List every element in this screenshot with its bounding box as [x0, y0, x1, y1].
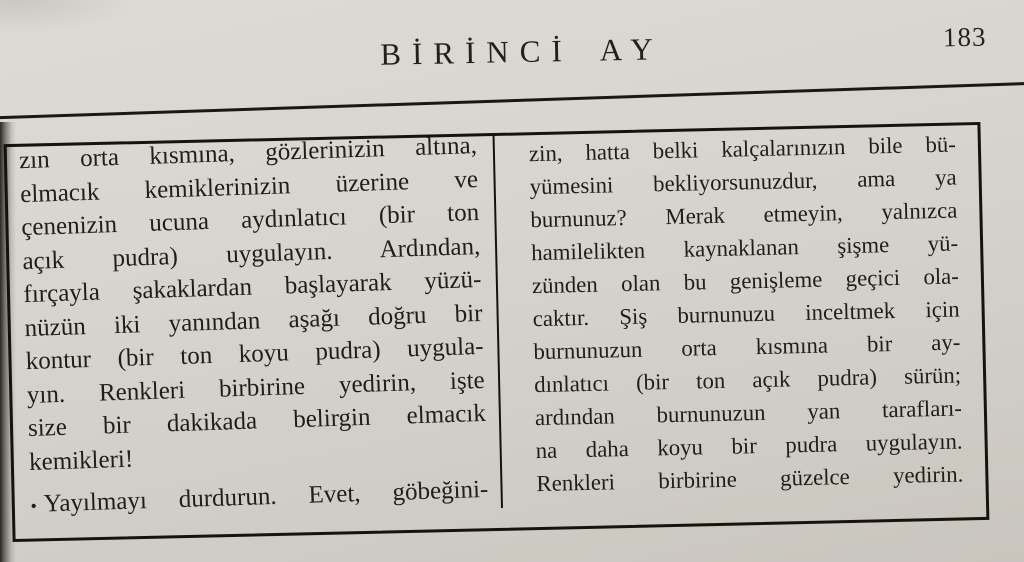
bullet-text-line: Yayılmayı durdurun. Evet, göbeğini-: [43, 475, 489, 518]
text-line: zin, hatta belki kalçalarınızın bile bü-: [528, 131, 957, 167]
text-line: kemikleri!: [28, 445, 134, 476]
page-title: BİRİNCİ AY: [379, 31, 664, 72]
text-line: burnunuzun orta kısmına bir ay-: [533, 329, 961, 365]
text-line: açık pudra) uygulayın. Ardından,: [21, 232, 481, 275]
right-column: [495, 125, 987, 528]
text-line: yümesini bekliyorsunuzdur, ama ya: [529, 164, 957, 200]
text-line: burnunuz? Merak etmeyin, yalnızca: [530, 197, 958, 233]
bullet-icon: •: [30, 495, 38, 516]
text-line: kontur (bir ton koyu pudra) uygula-: [25, 332, 484, 376]
text-line: nüzün iki yanından aşağı doğru bir: [24, 299, 483, 342]
text-line: çenenizin ucuna aydınlatıcı (bir ton: [20, 198, 480, 242]
bullet-item: [30, 473, 489, 523]
text-line: Renkleri birbirine güzelce yedirin.: [536, 461, 964, 497]
text-line: size bir dakikada belirgin elmacık: [27, 399, 487, 443]
text-line: fırçayla şakaklardan başlayarak yüzü-: [23, 265, 482, 309]
text-box: [4, 122, 990, 542]
header-rule: [0, 81, 1024, 119]
text-line: ardından burnunuzun yan tarafları-: [534, 395, 963, 431]
text-line: zünden olan bu genişleme geçici ola-: [531, 263, 960, 299]
page-corner-sheen: [0, 0, 140, 34]
text-line: zın orta kısmına, gözlerinizin altına,: [18, 132, 478, 175]
page-number: 183: [942, 21, 987, 53]
text-line: caktır. Şiş burnunuzu inceltmek için: [532, 296, 960, 332]
left-column: [5, 129, 504, 542]
text-line: yın. Renkleri birbirine yedirin, işte: [26, 366, 486, 409]
text-line: hamilelikten kaynaklanan şişme yü-: [530, 230, 959, 266]
text-line: elmacık kemiklerinizin üzerine ve: [19, 165, 479, 208]
text-line: dınlatıcı (bir ton açık pudra) sürün;: [533, 362, 962, 398]
text-line: na daha koyu bir pudra uygulayın.: [535, 428, 963, 464]
